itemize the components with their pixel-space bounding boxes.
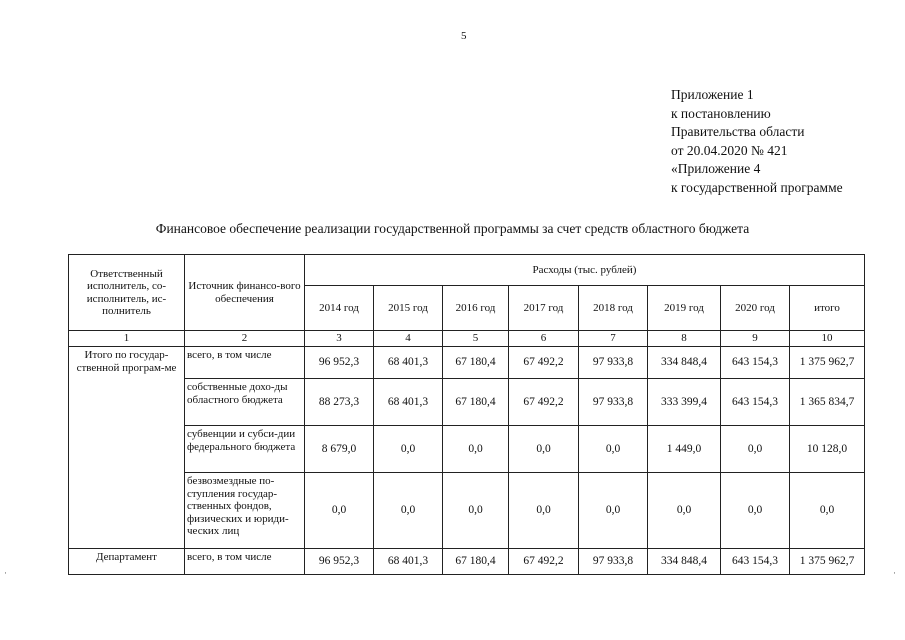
- column-number: 3: [305, 331, 374, 347]
- header-year: 2014 год: [305, 286, 374, 331]
- value-cell: 67 180,4: [443, 347, 509, 379]
- value-cell: 97 933,8: [579, 379, 648, 426]
- value-cell: 0,0: [579, 473, 648, 549]
- value-cell: 68 401,3: [374, 379, 443, 426]
- value-cell: 97 933,8: [579, 347, 648, 379]
- column-number: 10: [790, 331, 865, 347]
- header-year: 2016 год: [443, 286, 509, 331]
- source-cell: всего, в том числе: [185, 549, 305, 575]
- scan-edge-mark: ·: [893, 568, 896, 578]
- appendix-line: «Приложение 4: [671, 161, 761, 176]
- value-cell: 334 848,4: [648, 549, 721, 575]
- column-number: 6: [509, 331, 579, 347]
- header-source: Источник финансо-вого обеспечения: [185, 255, 305, 331]
- table-row: [69, 379, 865, 426]
- column-number: 5: [443, 331, 509, 347]
- column-number: 8: [648, 331, 721, 347]
- value-cell: 643 154,3: [721, 549, 790, 575]
- document-title: Финансовое обеспечение реализации государственной программы за счет средств областного бюджета: [155, 221, 750, 236]
- column-numbers-row: [69, 331, 865, 347]
- value-cell: 0,0: [443, 473, 509, 549]
- value-cell: 333 399,4: [648, 379, 721, 426]
- value-cell: 0,0: [374, 473, 443, 549]
- table-row: [69, 549, 865, 575]
- value-cell: 8 679,0: [305, 426, 374, 473]
- value-cell: 643 154,3: [721, 379, 790, 426]
- page-number: 5: [461, 30, 467, 42]
- table-row: [69, 426, 865, 473]
- header-year: 2020 год: [721, 286, 790, 331]
- value-cell: 88 273,3: [305, 379, 374, 426]
- value-cell: 1 375 962,7: [790, 347, 865, 379]
- value-cell: 0,0: [509, 426, 579, 473]
- column-number: 9: [721, 331, 790, 347]
- value-cell: 96 952,3: [305, 347, 374, 379]
- value-cell: 67 492,2: [509, 379, 579, 426]
- value-cell: 1 375 962,7: [790, 549, 865, 575]
- value-cell: 0,0: [648, 473, 721, 549]
- header-year: 2015 год: [374, 286, 443, 331]
- value-cell: 67 180,4: [443, 379, 509, 426]
- value-cell: 0,0: [721, 473, 790, 549]
- table-row: [69, 347, 865, 379]
- column-number: 7: [579, 331, 648, 347]
- source-cell: собственные дохо-ды областного бюджета: [185, 379, 305, 426]
- responsible-cell: Департамент: [69, 549, 185, 575]
- header-year: 2019 год: [648, 286, 721, 331]
- value-cell: 10 128,0: [790, 426, 865, 473]
- value-cell: 67 180,4: [443, 549, 509, 575]
- value-cell: 0,0: [443, 426, 509, 473]
- appendix-block: [671, 86, 843, 197]
- source-cell: безвозмездные по-ступления государ-ственных фондов, физических и юриди-ческих лиц: [185, 473, 305, 549]
- financing-table: [68, 254, 865, 575]
- value-cell: 0,0: [305, 473, 374, 549]
- header-total: итого: [790, 286, 865, 331]
- scan-edge-mark: ·: [4, 568, 7, 578]
- value-cell: 67 492,2: [509, 549, 579, 575]
- value-cell: 0,0: [790, 473, 865, 549]
- value-cell: 67 492,2: [509, 347, 579, 379]
- appendix-line: от 20.04.2020 № 421: [671, 142, 788, 158]
- appendix-line: к постановлению: [671, 105, 771, 121]
- header-expenses: Расходы (тыс. рублей): [305, 255, 865, 286]
- header-year: 2018 год: [579, 286, 648, 331]
- column-number: 4: [374, 331, 443, 347]
- source-cell: всего, в том числе: [185, 347, 305, 379]
- value-cell: 1 449,0: [648, 426, 721, 473]
- value-cell: 68 401,3: [374, 347, 443, 379]
- column-number: 1: [69, 331, 185, 347]
- column-number: 2: [185, 331, 305, 347]
- value-cell: 643 154,3: [721, 347, 790, 379]
- value-cell: 0,0: [374, 426, 443, 473]
- value-cell: 334 848,4: [648, 347, 721, 379]
- value-cell: 0,0: [721, 426, 790, 473]
- value-cell: 68 401,3: [374, 549, 443, 575]
- responsible-cell: Итого по государ-ственной програм-ме: [69, 347, 185, 549]
- value-cell: 0,0: [579, 426, 648, 473]
- appendix-line: Приложение 1: [671, 87, 754, 102]
- value-cell: 1 365 834,7: [790, 379, 865, 426]
- table-row: [69, 473, 865, 549]
- header-responsible: Ответственный исполнитель, со-исполнитель, ис-полнитель: [69, 255, 185, 331]
- value-cell: 96 952,3: [305, 549, 374, 575]
- appendix-line: Правительства области: [671, 124, 805, 139]
- value-cell: 97 933,8: [579, 549, 648, 575]
- appendix-line: к государственной программе: [671, 179, 843, 195]
- header-year: 2017 год: [509, 286, 579, 331]
- source-cell: субвенции и субси-дии федерального бюджета: [185, 426, 305, 473]
- value-cell: 0,0: [509, 473, 579, 549]
